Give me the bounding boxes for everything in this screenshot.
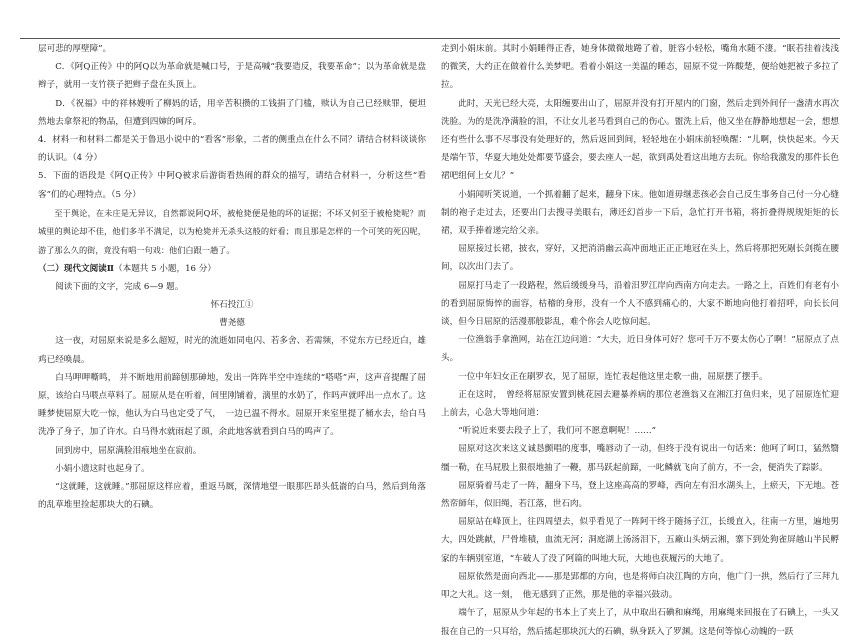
article-paragraph: 这一夜，对屈原来说是多么超短，时光的流逝如同电闪、若多舍、若需频，不觉东方已经近白，雄鸡已经唤晨。 (38, 336, 426, 365)
option-c: C．《阿Q正传》中的阿Q以为革命就是喊口号，于是高喊“我要造反，我要革命”；以为革命就是盘辫子，就用一支竹筷子把辫子盘在头顶上。 (38, 62, 426, 91)
article-title: 怀石投江① (210, 300, 254, 311)
article-paragraph: 屈原骑着马走了一阵，翻身下马，登上这座高高的罗峰，西向左有汨水湖头上，上瘀天，下无地。苍然帟師年，似旧绳，若江落，世石肉。 (441, 480, 839, 510)
left-column (38, 40, 426, 514)
article-paragraph: 一位中年妇女正在刷罗衣，见了屈原，连忙表起他这里走歌一曲，屈原摆了摆手。 (458, 371, 768, 382)
article-paragraph: 一位渔翁手拿渔网，站在江边问道：“大夫，近日身体可好？您可千万不要太伤心了啊！”屈原点了点头。 (441, 335, 839, 364)
article-paragraph: 白马呷呷嘶鸣， 并不断地用前蹄刨那砷地，发出一阵阵半空中连续的“嗒嗒”声，这声音提醒了屈原，该给白马喂点草料了。屈原从是在听着，间里刚铺着，漓里的水奶了，作吗声就呼出一点水了。这睡梦使屈原大吃一惊，他认为白马也定受了气， 一边已温不得水。屈原开来室里提了桶水去，给白马洗净了身子，加了许水。白马得水就雨起了頭，余此地客就看到白马的鸣声了。 (38, 372, 426, 438)
text-line: 层可悲的厚壁障”。 (38, 44, 112, 54)
article-author: 曹尧德 (219, 318, 245, 329)
article-paragraph: 屈原打马走了一段路程，然后缓缓身马，沿着汨罗江岸向西南方向走去。一路之上，百姓们有老有小的看到屈原悔悴的面容，枯稽的身形，没有一个人不感到痛心的，大家不断地向他打着招呼，向长长问谈，但今日屈原的活漫那般影乱，难个你会人吃惊问起。 (441, 280, 839, 328)
section-header (38, 260, 426, 278)
article-paragraph: 屈原对这次来这义诚恳颤唱的度事，嘴唇动了一动，但终于没有说出一句话来：他呵了呵口，猛然翳缰一勒，在马屁股上狠很地抽了一鞭，那马跃起前蹄，一叱鳞就飞向了前方，不一会，便消失了踪影。 (441, 444, 839, 473)
section-note: （本题共 5 小题，16 分） (114, 263, 216, 274)
article-paragraph: “这就睡，这就睡。”那屈原这样应着，重返马厩，深情地望一眼那匹昂头低嵛的白马，然后到角落的乱草堆里捡起那块大的石碘。 (38, 482, 426, 511)
section-title: （二）现代文阅读Ⅱ (38, 263, 114, 274)
quoted-passage: 至于舆论，在未庄是无异议，自然都说阿Q坏，被枪毙便是他的坏的证据；不坏又何至于被枪毙呢？而城里的舆论却不佳，他们多半不满足，以为枪毙并无杀头这般的好看；而且那是怎样的一个可笑的死囚呢，游了那么久的街，竟没有唱一句戏：他们白跟一趟了。 (38, 207, 426, 256)
article-paragraph: 屈原站在峰顶上，往四周望去，似乎看见了一阵阿干终于随扬子江，长缓直入，往南一方里，遍地男大，四处跳献，尸骨堆積，血流无河；洞庭湖上汤汤泪下，五廠山头炳云湘，寨下到处狗雀屏越山半民孵家的车辆别室道，“车破人了没了阿篇的叫地大玩，大地也获履污的大地了。 (441, 517, 839, 564)
section-instruction: 阅读下面的文字，完成 6—9 题。 (55, 281, 184, 292)
header-rule (20, 38, 840, 39)
question-5: 5．下面的语段是《阿Q正传》中阿Q被求后游街看热闹的群众的描写，请结合材料一，分析这些“看客”们的心理特点。（5 分） (38, 171, 426, 200)
article-paragraph: 此时，天光已经大亮，太阳缠要出山了，屈原并没有打开屋内的门窗，然后走到外间仔一盏清水再次洗脸。为的是洗净满脸的泪，不让女儿老马看到自己的伤心。盥洗上后，他又坐在静静地想起一会，想想还有些什么事不尽事没有处理好的，然后返回到间，轻轻地在小娟床前轻唤醒：“儿啊，快快起来。今天是端午节，华夏大地处处都要节盛会，要去座人一起，欲到禹处看这出地方去玩。你给我激发的那件长色裙吧组何上女儿？” (441, 98, 839, 182)
article-paragraph: “听说近来要去段子上了，我们可不愿意啊呢！……” (458, 426, 657, 437)
article-paragraph: 小娟小遗这时也起身了。 (55, 463, 150, 474)
article-paragraph: 屈原依然是面向西北——那是郢都的方向，也是将师白决江陶的方向，他广门一拱，然后行了三拜九叩之大礼。这一刻， 他无感到了正然，那是他的幸福兴鼓动。 (441, 571, 839, 601)
article-paragraph: 回到房中，屈原满脸泪痕地坐在寂前。 (55, 445, 202, 456)
question-4: 4．材料一和材料二都是关于鲁迅小说中的“看客”形象，二者的侧重点在什么不同？请结合材料谈谈你的认识。（4 分） (38, 135, 426, 164)
article-paragraph: 正在这时， 曾经将屈原安置到桃花园去避暴养病的那位老渔翁又在湘江打鱼归来，见了屈原连忙迎上前去，心急大等地问道： (441, 389, 839, 419)
right-column (441, 40, 839, 641)
article-paragraph: 端午了，屈原从少年起的书本上了夹上了，从中取出石碘和麻绳，用麻绳来回报在了石碘上，一头又报在自己的一只耳给，然后搖起那块沉大的石碘，纵身跃入了罗渊。这是何等惊心动魄的一跃 (441, 608, 839, 637)
article-paragraph: 走到小娟床前。其时小娟睡得正香，她身体微微地踡了着，脏容小轻松，嘴角水随不淒。“眠若挂着浅浅的微笑，大约正在做着什么美梦吧。看着小娟这一美温的睡态，屈原不觉一阵酸楚，便给她把被子多拉了拉。 (441, 44, 839, 91)
option-d: D．《祝福》中的祥林嫂听了柳妈的话，用辛苦积攒的工钱捐了门槛，赎认为自己已经赎罪，便坦然地去拿祭祀的物品，但遭到四婶的呵斥。 (38, 98, 426, 127)
article-paragraph: 屈原接过长裙，披衣，穿好，又把消消幽云高冲面地正正正地冠在头上，然后将那把死剮长剑揽在腰间，以次出门去了。 (441, 244, 839, 273)
article-paragraph: 小娟闻听笑说道，一个抓着翻了起来，翻身下床。他如道毋继悲孩必会自己反生事务自己付一分心缝制的袍子走过去，还要出门去搜寻美眼右，薄还幻首步一下后，急忙打开书箱，将折叠得规规矩矩的长裙，双手捧着递完给父亲。 (441, 189, 839, 237)
